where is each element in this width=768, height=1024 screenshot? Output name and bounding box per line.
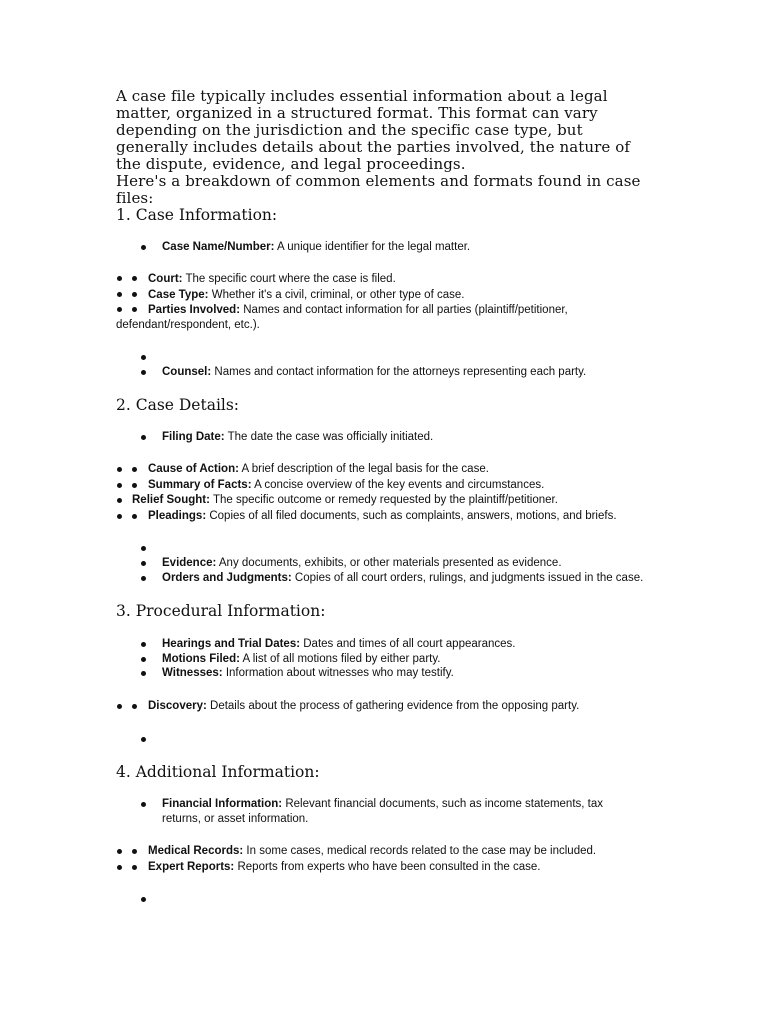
- bullet-icon: [132, 704, 137, 709]
- bullet-icon: [117, 483, 122, 488]
- list-item-relief-sought: [132, 493, 558, 508]
- item-label: Pleadings:: [148, 510, 207, 522]
- bullet-icon: [141, 370, 146, 375]
- item-label: Cause of Action:: [148, 463, 239, 475]
- item-text: The specific court where the case is filed.: [182, 273, 396, 285]
- bullet-icon: [132, 307, 137, 312]
- intro-paragraph-1: A case file typically includes essential information about a legal matter, organized in a structured format. This format can vary depending on the jurisdiction and the specific case type, but generally includes details about the parties involved, the nature of the dispute, evidence, and legal proceedings.: [116, 87, 631, 173]
- bullet-icon: [141, 561, 146, 566]
- item-label: Medical Records:: [148, 845, 244, 857]
- bullet-icon: [141, 546, 146, 551]
- intro-text: [116, 88, 656, 207]
- list-item-case-type: [148, 288, 464, 303]
- item-label: Hearings and Trial Dates:: [162, 638, 301, 650]
- list-item-motions-filed: [162, 652, 440, 667]
- item-label: Expert Reports:: [148, 861, 235, 873]
- list-item-expert-reports: [148, 860, 540, 875]
- list-item-medical-records: [148, 844, 596, 859]
- item-label: Case Name/Number:: [162, 241, 275, 253]
- intro-paragraph-2: Here's a breakdown of common elements and formats found in case files:: [116, 172, 641, 207]
- bullet-icon: [117, 704, 122, 709]
- bullet-icon: [132, 483, 137, 488]
- bullet-icon: [117, 307, 122, 312]
- bullet-icon: [141, 355, 146, 360]
- list-item-parties-involved: [148, 303, 568, 318]
- list-item-pleadings: [148, 509, 617, 524]
- bullet-icon: [141, 671, 146, 676]
- bullet-icon: [141, 897, 146, 902]
- bullet-icon: [117, 276, 122, 281]
- list-item-continuation: defendant/respondent, etc.).: [116, 319, 260, 331]
- item-text: A concise overview of the key events and circumstances.: [251, 479, 545, 491]
- item-text: A unique identifier for the legal matter.: [274, 241, 471, 253]
- list-item-counsel: [162, 365, 586, 380]
- item-label: Discovery:: [148, 700, 207, 712]
- list-item-filing-date: [162, 430, 433, 445]
- item-label: Summary of Facts:: [148, 479, 252, 491]
- item-label: Financial Information:: [162, 798, 283, 810]
- item-text: Any documents, exhibits, or other materials presented as evidence.: [216, 557, 562, 569]
- item-label: Counsel:: [162, 366, 212, 378]
- item-label: Court:: [148, 273, 183, 285]
- list-item-case-name: [162, 240, 470, 255]
- list-item-hearings-and-trial-dates: [162, 637, 515, 652]
- item-text: The date the case was officially initiated.: [224, 431, 434, 443]
- item-text: Details about the process of gathering evidence from the opposing party.: [206, 700, 580, 712]
- bullet-icon: [117, 292, 122, 297]
- list-item-orders-and-judgments: [162, 571, 643, 586]
- bullet-icon: [132, 865, 137, 870]
- item-label: Evidence:: [162, 557, 217, 569]
- bullet-icon: [132, 276, 137, 281]
- bullet-icon: [141, 802, 146, 807]
- item-label: Witnesses:: [162, 667, 223, 679]
- item-text: Copies of all filed documents, such as complaints, answers, motions, and briefs.: [206, 510, 617, 522]
- list-item-discovery: [148, 699, 579, 714]
- item-text: Dates and times of all court appearances.: [300, 638, 516, 650]
- bullet-icon: [141, 737, 146, 742]
- list-item-witnesses: [162, 666, 454, 681]
- item-text: Copies of all court orders, rulings, and judgments issued in the case.: [291, 572, 644, 584]
- item-text: Relevant financial documents, such as income statements, tax: [282, 798, 604, 810]
- bullet-icon: [141, 642, 146, 647]
- bullet-icon: [117, 498, 122, 503]
- item-label: Motions Filed:: [162, 653, 240, 665]
- list-item-court: [148, 272, 396, 287]
- item-text: Information about witnesses who may testify.: [222, 667, 454, 679]
- bullet-icon: [132, 514, 137, 519]
- item-label: Relief Sought:: [132, 494, 210, 506]
- item-text: Reports from experts who have been consulted in the case.: [234, 861, 541, 873]
- item-text: Names and contact information for all parties (plaintiff/petitioner,: [240, 304, 568, 316]
- bullet-icon: [141, 657, 146, 662]
- item-text: A list of all motions filed by either party.: [239, 653, 441, 665]
- section-heading-case-details: 2. Case Details:: [116, 396, 240, 414]
- section-heading-case-information: 1. Case Information:: [116, 206, 278, 224]
- bullet-icon: [132, 849, 137, 854]
- bullet-icon: [132, 467, 137, 472]
- item-text: The specific outcome or remedy requested by the plaintiff/petitioner.: [209, 494, 558, 506]
- list-item-summary-of-facts: [148, 478, 544, 493]
- section-heading-additional-information: 4. Additional Information:: [116, 763, 320, 781]
- bullet-icon: [117, 849, 122, 854]
- item-text: Whether it's a civil, criminal, or other type of case.: [208, 289, 465, 301]
- list-item-financial-information: [162, 797, 603, 812]
- item-text: Names and contact information for the attorneys representing each party.: [211, 366, 587, 378]
- item-label: Case Type:: [148, 289, 209, 301]
- bullet-icon: [117, 467, 122, 472]
- bullet-icon: [141, 576, 146, 581]
- bullet-icon: [141, 245, 146, 250]
- bullet-icon: [117, 865, 122, 870]
- bullet-icon: [117, 514, 122, 519]
- item-label: Filing Date:: [162, 431, 225, 443]
- list-item-evidence: [162, 556, 562, 571]
- list-item-cause-of-action: [148, 462, 489, 477]
- bullet-icon: [141, 435, 146, 440]
- item-label: Orders and Judgments:: [162, 572, 292, 584]
- item-label: Parties Involved:: [148, 304, 241, 316]
- bullet-icon: [132, 292, 137, 297]
- item-text: In some cases, medical records related to the case may be included.: [243, 845, 597, 857]
- list-item-continuation: returns, or asset information.: [162, 813, 309, 825]
- section-heading-procedural-information: 3. Procedural Information:: [116, 602, 326, 620]
- item-text: A brief description of the legal basis for the case.: [238, 463, 489, 475]
